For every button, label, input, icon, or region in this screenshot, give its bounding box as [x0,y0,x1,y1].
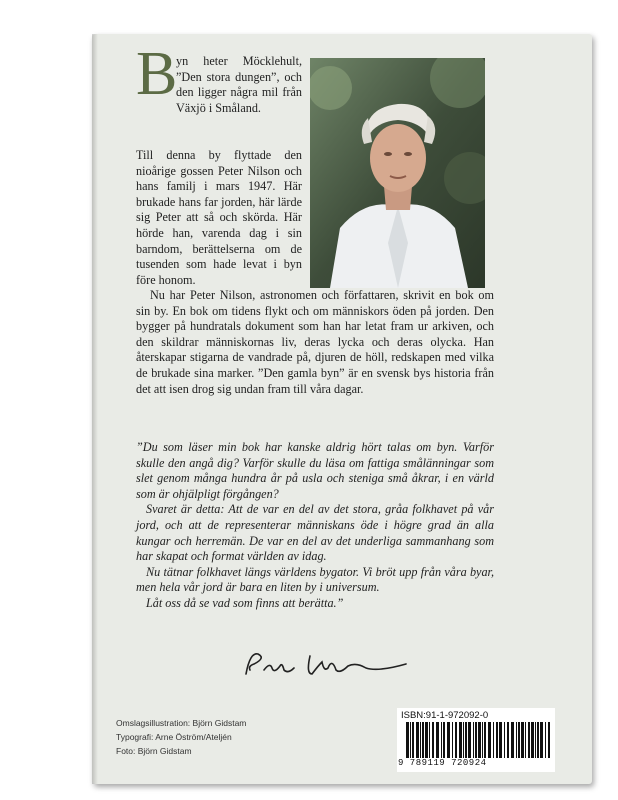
barcode-number: 9 789119 720924 [398,758,487,768]
intro-text-continued: Till denna by flyttade den nioårige gossen Peter Nilson och hans familj i mars 1947. Här brukade hans far jorden, här lärde sig Peter att så och skörda. Här hörde han, varenda dag i sin barndom, berättelserna om de tusenden som hade levat i byn före honom. [136,148,302,287]
quote-paragraph-3: Nu tätnar folkhavet längs världens bygator. Vi bröt upp från våra byar, men hela vår jord är bara en liten by i universum. [136,564,494,595]
quote-paragraph-1: ”Du som läser min bok har kanske aldrig hört talas om byn. Varför skulle den angå dig? Varför skulle du läsa om fattiga smålänningar som slet genom många hundra år på usla och steniga små åkrar, i en värld som är ohjälpligt förgången? [136,440,494,501]
quote-paragraph-4: Låt oss då se vad som finns att berätta.” [146,595,344,610]
description-paragraph: Nu har Peter Nilson, astronomen och författaren, skrivit en bok om sin by. En bok om tidens flykt och om människors öden på jorden. Den bygger på hundratals dokument som han har letat fram ur arkiven, och den skildrar människornas liv, deras lycka och deras olycka. Han återskapar stigarna de vandrade på, djuren de höll, redskapen med vilka de brukade sina marker. ”Den gamla byn” är en svensk bys historia från det att isen drog sig undan fram till våra dagar. [136,288,494,396]
author-portrait [310,58,485,288]
spine-shadow [92,34,98,784]
drop-cap: B [136,40,178,108]
author-quote [136,440,494,612]
barcode-icon [404,722,552,758]
intro-text: yn heter Möcklehult, ”Den stora dungen”, och den ligger några mil från Växjö i Småland. [176,54,302,115]
credits [116,716,246,758]
quote-paragraph-2: Svaret är detta: Att de var en del av det stora, gråa folkhavet på vår jord, och att de representerar människans öde i högre grad än alla kungar och herremän. De var en del av det underliga sammanhang som har skapat och format världen av idag. [136,502,494,564]
cover-credit: Omslagsillustration: Björn Gidstam [116,718,247,728]
photo-credit: Foto: Björn Gidstam [116,746,192,756]
signature-icon [236,644,416,684]
typography-credit: Typografi: Arne Öström/Ateljén [116,732,232,742]
portrait-icon [310,58,485,288]
isbn-label: ISBN:91-1-972092-0 [401,710,489,721]
